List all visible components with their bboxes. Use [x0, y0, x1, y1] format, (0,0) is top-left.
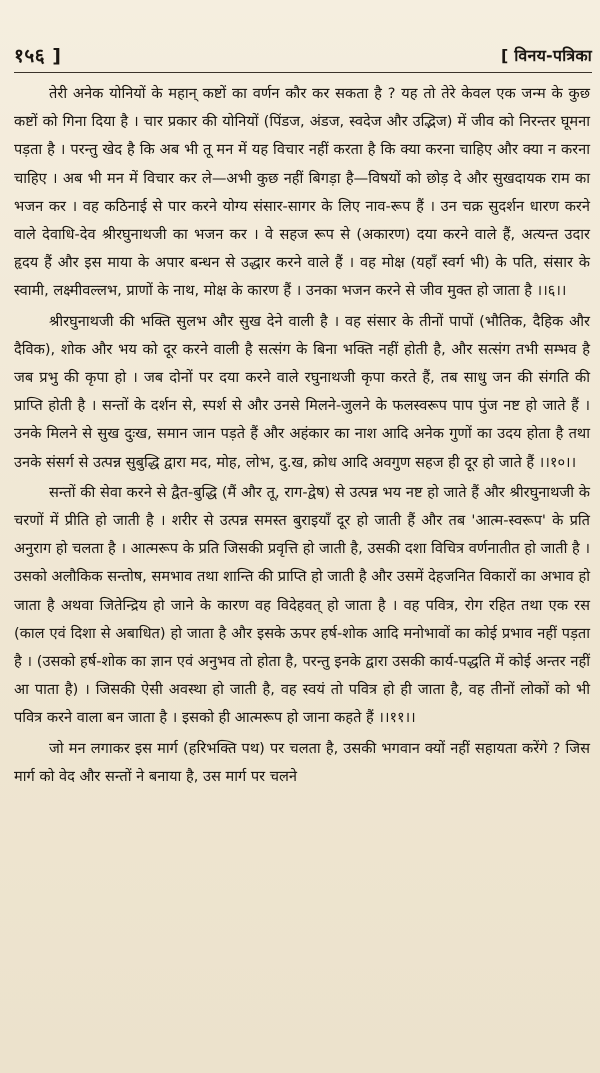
- paragraph-commentary-12: जो मन लगाकर इस मार्ग (हरिभक्ति पथ) पर चलता है, उसकी भगवान क्यों नहीं सहायता करेंगे ? जिस मार्ग को वेद और सन्तों ने बनाया है, उस मार्ग पर चलने: [14, 739, 590, 785]
- page-header: [14, 40, 592, 70]
- paragraph-commentary-11: सन्तों की सेवा करने से द्वैत-बुद्धि (मैं और तू, राग-द्वेष) से उत्पन्न भय नष्ट हो जाते हैं और श्रीरघुनाथजी के चरणों में प्रीति हो जाती है । शरीर से उत्पन्न समस्त बुराइयाँ दूर हो जाती हैं और तब 'आत्म-स्वरूप' के प्रति अनुराग हो चलता है । आत्मरूप के प्रति जिसकी प्रवृत्ति हो जाती है, उसकी दशा विचित्र वर्णनातीत हो जाती है । उसको अलौकिक सन्तोष, समभाव तथा शान्ति की प्राप्ति हो जाती है और उसमें देहजनित विकारों का अभाव हो जाता है अथवा जितेन्द्रिय हो जाने के कारण वह विदेहवत् हो जाता है । वह पवित्र, रोग रहित तथा एक रस (काल एवं दिशा से अबाधित) हो जाता है और इसके ऊपर हर्ष-शोक आदि मनोभावों का कोई प्रभाव नहीं पड़ता है । (उसको हर्ष-शोक का ज्ञान एवं अनुभव तो होता है, परन्तु इनके द्वारा उसकी कार्य-पद्धति में कोई अन्तर नहीं आ पाता है) । जिसकी ऐसी अवस्था हो जाती है, वह स्वयं तो पवित्र हो ही जाता है, वह तीनों लोकों को भी पवित्र करने वाला बन जाता है । इसको ही आत्मरूप हो जाना कहते हैं ।।११।।: [14, 483, 590, 727]
- paragraph-commentary-9: तेरी अनेक योनियों के महान् कष्टों का वर्णन कौर कर सकता है ? यह तो तेरे केवल एक जन्म के कुछ कष्टों को गिना दिया है । चार प्रकार की योनियों (पिंडज, अंडज, स्वदेज और उद्भिज) में जीव को निरन्तर घूमना पड़ता है । परन्तु खेद है कि अब भी तू मन में यह विचार नहीं करता है कि क्या करना चाहिए और क्या न करना चाहिए । अब भी मन में विचार कर ले—अभी कुछ नहीं बिगड़ा है—विषयों को छोड़ दे और सुखदायक राम का भजन कर । वह कठिनाई से पार करने योग्य संसार-सागर के लिए नाव-रूप हैं । उन चक्र सुदर्शन धारण करने वाले देवाधि-देव श्रीरघुनाथजी का भजन कर । वे सहज रूप से (अकारण) दया करने वाले हैं, अत्यन्त उदार हृदय हैं और इस माया के अपार बन्धन से उद्धार करने वाले हैं । वह मोक्ष (यहाँ स्वर्ग भी) के पति, संसार के स्वामी, लक्ष्मीवल्लभ, प्राणों के नाथ, मोक्ष के कारण हैं । उनका भजन करने से जीव मुक्त हो जाता है ।।६।।: [14, 85, 590, 300]
- header-rule: [14, 72, 592, 73]
- paragraph-commentary-10: श्रीरघुनाथजी की भक्ति सुलभ और सुख देने वाली है । वह संसार के तीनों पापों (भौतिक, दैहिक और दैविक), शोक और भय को दूर करने वाली है सत्संग के बिना भक्ति नहीं होती है, और सत्संग तभी सम्भव है जब प्रभु की कृपा हो । जब दोनों पर दया करने वाले रघुनाथजी कृपा करते हैं, तब साधु जन की संगति की प्राप्ति होती है । सन्तों के दर्शन से, स्पर्श से और उनसे मिलने-जुलने के फलस्वरूप पाप पुंज नष्ट हो जाते हैं । उनके मिलने से सुख दुःख, समान जान पड़ते हैं और अहंकार का नाश आदि अनेक गुणों का उदय होता है तथा उनके संसर्ग से उत्पन्न सुबुद्धि द्वारा मद, मोह, लोभ, दु.ख, क्रोध आदि अवगुण सहज ही दूर हो जाते हैं ।।१०।।: [14, 312, 590, 471]
- page-number: १५६ ]: [14, 45, 62, 67]
- page-body: [14, 80, 590, 791]
- running-title: [ विनय-पत्रिका: [500, 46, 592, 65]
